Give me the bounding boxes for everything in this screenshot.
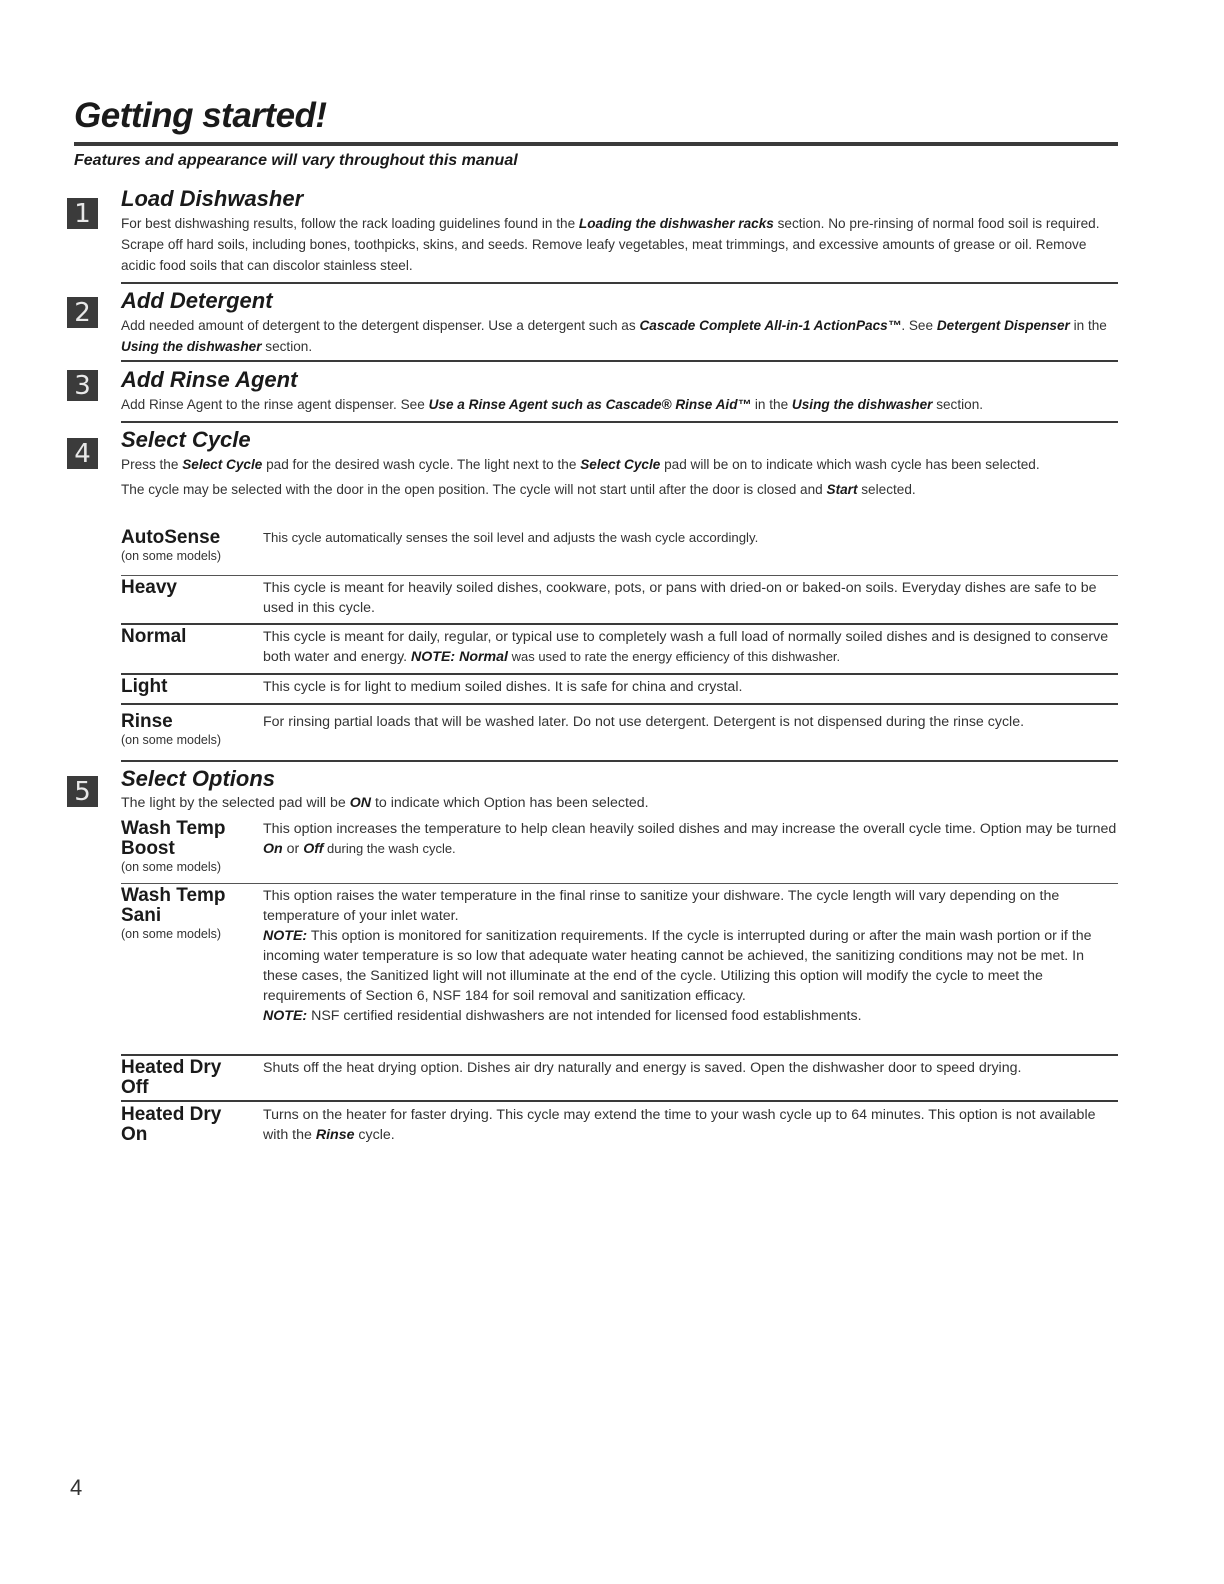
option-description: This option increases the temperature to help clean heavily soiled dishes and may increase the overall cycle time. Option may be turned On or Off during the wash cycle. <box>263 821 1117 857</box>
cycle-row-rinse <box>121 712 1118 762</box>
option-availability-note: (on some models) <box>121 927 222 941</box>
option-name-line-1: Heated Dry <box>121 1104 222 1125</box>
option-description: Shuts off the heat drying option. Dishes air dry naturally and energy is saved. Open the dishwasher door to speed drying. <box>263 1060 1022 1076</box>
option-name-line-2: Boost <box>121 838 175 859</box>
step-5-number-badge: 5 <box>67 776 98 807</box>
step-2-add-detergent <box>121 288 1118 362</box>
step-text: Add Rinse Agent to the rinse agent dispenser. See Use a Rinse Agent such as Cascade® Rinse Aid™ in the Using the dishwasher section. <box>121 397 984 412</box>
step-1-number-badge: 1 <box>67 198 98 229</box>
step-4-select-cycle <box>121 427 1118 500</box>
step-title: Add Detergent <box>121 288 273 313</box>
page-title: Getting started! <box>74 96 327 135</box>
page-subtitle: Features and appearance will vary throughout this manual <box>74 152 518 169</box>
cycle-name: Heavy <box>121 577 177 598</box>
option-name-line-2: Off <box>121 1077 149 1098</box>
step-4-number-badge: 4 <box>67 438 98 469</box>
step-title: Select Cycle <box>121 427 251 452</box>
option-row-wash-temp-boost <box>121 819 1118 884</box>
step-2-number-badge: 2 <box>67 297 98 328</box>
cycle-description: For rinsing partial loads that will be washed later. Do not use detergent. Detergent is not dispensed during the rinse cycle. <box>263 714 1025 730</box>
cycle-description: This cycle is meant for heavily soiled dishes, cookware, pots, or pans with dried-on or baked-on soils. Everyday dishes are safe to be used in this cycle. <box>263 580 1097 616</box>
option-name-line-2: On <box>121 1124 148 1145</box>
option-availability-note: (on some models) <box>121 860 222 874</box>
option-description: Turns on the heater for faster drying. This cycle may extend the time to your wash cycle up to 64 minutes. This option is not available with the Rinse cycle. <box>263 1107 1096 1143</box>
step-text-2: The cycle may be selected with the door in the open position. The cycle will not start until after the door is closed and Start selected. <box>121 482 916 497</box>
option-name-line-2: Sani <box>121 905 162 926</box>
cycle-description: This cycle automatically senses the soil level and adjusts the wash cycle accordingly. <box>263 530 759 545</box>
cycle-description: This cycle is meant for daily, regular, or typical use to completely wash a full load of normally soiled dishes and is designed to conserve both water and energy. NOTE: Normal was used to rate the energy efficiency of this dishwasher. <box>263 629 1109 665</box>
step-text: Press the Select Cycle pad for the desired wash cycle. The light next to the Select Cycle pad will be on to indicate which wash cycle has been selected. <box>121 457 1040 472</box>
step-title: Add Rinse Agent <box>121 367 298 392</box>
step-text: For best dishwashing results, follow the rack loading guidelines found in the Loading the dishwasher racks section. No pre-rinsing of normal food soil is required. Scrape off hard soils, including bones, toothpicks, skins, and seeds. Remove leafy vegetables, meat trimmings, and excessive amounts of grease or oil. Remove acidic food soils that can discolor stainless steel. <box>121 216 1100 273</box>
step-title: Load Dishwasher <box>121 186 304 211</box>
cycle-name: AutoSense <box>121 527 221 548</box>
cycle-row-autosense <box>121 528 1118 576</box>
step-text: Add needed amount of detergent to the detergent dispenser. Use a detergent such as Cascade Complete All-in-1 ActionPacs™. See Detergent Dispenser in the Using the dishwasher section. <box>121 318 1107 354</box>
step-3-add-rinse-agent <box>121 367 1118 423</box>
cycle-name: Rinse <box>121 711 173 732</box>
cycle-row-heavy <box>121 578 1118 625</box>
cycle-availability-note: (on some models) <box>121 549 222 563</box>
step-title: Select Options <box>121 766 276 791</box>
page-number: 4 <box>70 1475 83 1500</box>
cycle-name: Light <box>121 676 168 697</box>
cycle-description: This cycle is for light to medium soiled dishes. It is safe for china and crystal. <box>263 679 743 695</box>
option-description: This option raises the water temperature in the final rinse to sanitize your dishware. The cycle length will vary depending on the temperature of your inlet water. NOTE: This option is monitored for sanitization requirements. If the cycle is interrupted during or after the main wash portion or if the incoming water temperature is so low that adequate water heating cannot be achieved, the sanitizing conditions may not be met. In these cases, the Sanitized light will not illuminate at the end of the cycle. Utilizing this option will modify the cycle to meet the requirements of Section 6, NSF 184 for soil removal and sanitization efficacy. NOTE: NSF certified residential dishwashers are not intended for licensed food establishments. <box>263 888 1092 1024</box>
step-3-number-badge: 3 <box>67 370 98 401</box>
option-name-line-1: Wash Temp <box>121 885 226 906</box>
cycle-row-light <box>121 677 1118 705</box>
cycle-name: Normal <box>121 626 187 647</box>
option-row-heated-dry-off <box>121 1058 1118 1102</box>
title-divider <box>74 142 1118 146</box>
cycle-row-normal <box>121 627 1118 675</box>
option-row-wash-temp-sani <box>121 886 1118 1056</box>
step-5-select-options <box>121 766 1118 814</box>
cycle-availability-note: (on some models) <box>121 733 222 747</box>
option-row-heated-dry-on <box>121 1105 1118 1149</box>
step-text: The light by the selected pad will be ON to indicate which Option has been selected. <box>121 795 649 811</box>
option-name-line-1: Wash Temp <box>121 818 226 839</box>
option-name-line-1: Heated Dry <box>121 1057 222 1078</box>
step-1-load-dishwasher <box>121 186 1118 284</box>
